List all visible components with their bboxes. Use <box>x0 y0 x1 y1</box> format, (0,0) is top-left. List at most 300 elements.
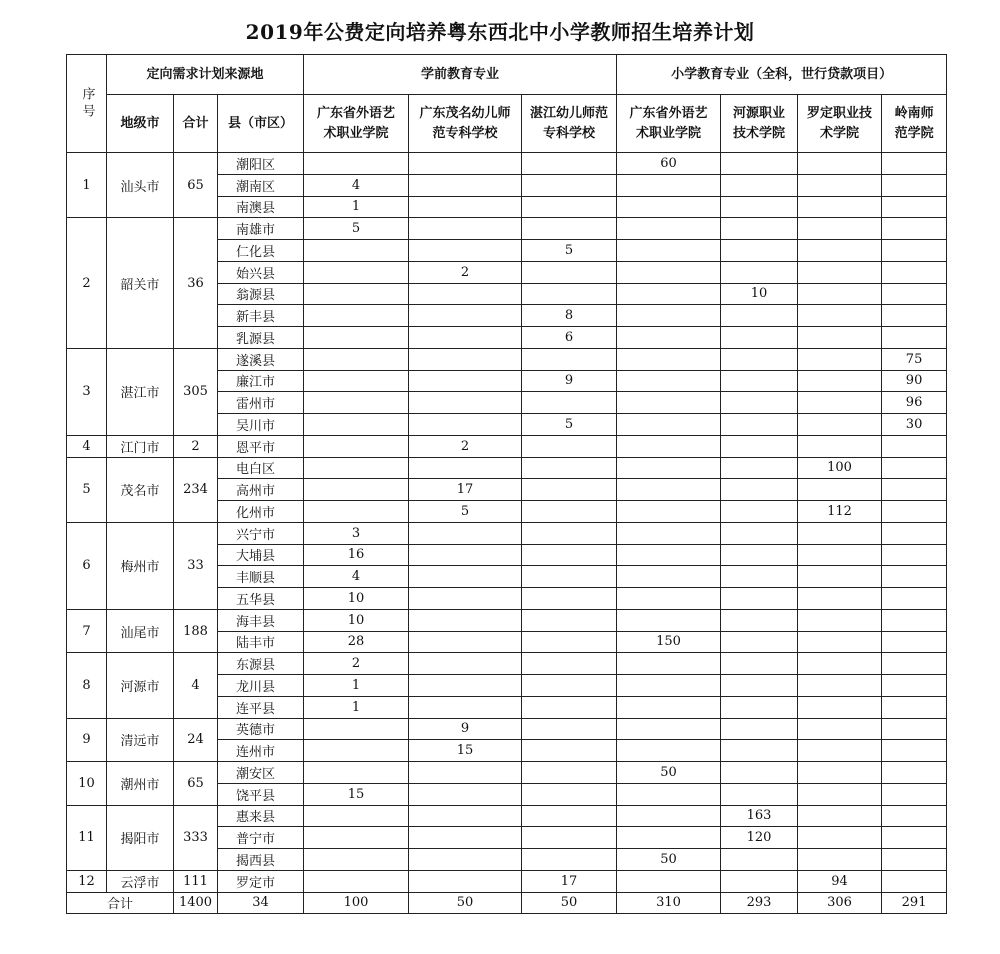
city-total-cell: 4 <box>174 653 218 718</box>
table-row <box>67 653 947 675</box>
value-cell <box>409 283 522 305</box>
value-cell <box>617 805 721 827</box>
county-cell: 丰顺县 <box>218 566 304 588</box>
value-cell <box>409 827 522 849</box>
value-cell <box>409 783 522 805</box>
city-total-cell: 65 <box>174 762 218 806</box>
value-cell <box>522 457 617 479</box>
value-cell <box>882 696 947 718</box>
table-row <box>67 153 947 175</box>
county-cell: 潮安区 <box>218 762 304 784</box>
table-row <box>67 762 947 784</box>
value-cell <box>304 414 409 436</box>
value-cell <box>409 153 522 175</box>
value-cell <box>304 827 409 849</box>
value-cell <box>409 414 522 436</box>
value-cell <box>882 675 947 697</box>
county-cell: 南澳县 <box>218 196 304 218</box>
value-cell <box>721 501 798 523</box>
value-cell <box>798 849 882 871</box>
value-cell <box>617 196 721 218</box>
value-cell: 50 <box>617 762 721 784</box>
city-total-cell: 36 <box>174 218 218 349</box>
enrollment-plan-table <box>66 54 947 914</box>
source-header: 定向需求计划来源地 <box>107 55 304 95</box>
value-cell <box>617 457 721 479</box>
city-cell: 韶关市 <box>107 218 174 349</box>
value-cell <box>798 544 882 566</box>
value-cell <box>617 240 721 262</box>
value-cell <box>798 414 882 436</box>
value-cell <box>882 609 947 631</box>
county-cell: 潮南区 <box>218 174 304 196</box>
value-cell <box>798 392 882 414</box>
value-cell <box>798 283 882 305</box>
value-cell <box>617 392 721 414</box>
city-header: 地级市 <box>107 95 174 153</box>
county-cell: 大埔县 <box>218 544 304 566</box>
county-cell: 饶平县 <box>218 783 304 805</box>
value-cell <box>721 348 798 370</box>
value-cell <box>409 305 522 327</box>
value-cell <box>522 696 617 718</box>
value-cell <box>617 544 721 566</box>
value-cell <box>304 762 409 784</box>
value-cell <box>721 762 798 784</box>
table-row <box>67 870 947 892</box>
value-cell: 150 <box>617 631 721 653</box>
value-cell <box>522 544 617 566</box>
county-cell: 连平县 <box>218 696 304 718</box>
value-cell <box>798 261 882 283</box>
value-cell <box>882 631 947 653</box>
value-cell: 15 <box>409 740 522 762</box>
value-cell <box>409 566 522 588</box>
totals-row <box>67 892 947 913</box>
county-cell: 仁化县 <box>218 240 304 262</box>
value-cell <box>304 153 409 175</box>
city-cell: 云浮市 <box>107 870 174 892</box>
city-cell: 汕尾市 <box>107 609 174 653</box>
value-cell <box>304 370 409 392</box>
value-cell <box>409 631 522 653</box>
value-cell <box>522 501 617 523</box>
county-cell: 连州市 <box>218 740 304 762</box>
value-cell <box>409 675 522 697</box>
table-row <box>67 457 947 479</box>
value-cell <box>409 196 522 218</box>
value-cell <box>409 653 522 675</box>
value-cell <box>882 240 947 262</box>
value-cell: 17 <box>409 479 522 501</box>
value-cell <box>882 327 947 349</box>
value-cell <box>522 566 617 588</box>
value-cell <box>882 805 947 827</box>
value-cell <box>409 240 522 262</box>
value-cell: 10 <box>304 609 409 631</box>
value-cell <box>882 501 947 523</box>
value-cell <box>409 218 522 240</box>
value-cell <box>409 327 522 349</box>
value-cell: 4 <box>304 174 409 196</box>
value-cell <box>409 849 522 871</box>
value-cell <box>409 174 522 196</box>
value-cell <box>721 218 798 240</box>
value-cell <box>798 348 882 370</box>
value-cell <box>617 740 721 762</box>
seq-cell: 6 <box>67 522 107 609</box>
value-cell <box>882 870 947 892</box>
county-cell: 雷州市 <box>218 392 304 414</box>
value-cell <box>617 783 721 805</box>
value-cell <box>721 740 798 762</box>
seq-cell: 9 <box>67 718 107 762</box>
value-cell <box>798 153 882 175</box>
value-cell <box>522 653 617 675</box>
county-cell: 廉江市 <box>218 370 304 392</box>
value-cell <box>721 849 798 871</box>
value-cell: 1 <box>304 196 409 218</box>
value-cell <box>882 196 947 218</box>
totals-cell: 306 <box>798 892 882 913</box>
table-footer <box>67 892 947 913</box>
city-total-cell: 2 <box>174 435 218 457</box>
city-cell: 梅州市 <box>107 522 174 609</box>
value-cell: 10 <box>304 588 409 610</box>
value-cell <box>882 457 947 479</box>
value-cell <box>798 240 882 262</box>
value-cell <box>798 718 882 740</box>
value-cell <box>882 174 947 196</box>
school-header: 广东省外语艺术职业学院 <box>617 95 721 153</box>
value-cell <box>304 849 409 871</box>
value-cell <box>721 566 798 588</box>
value-cell <box>798 783 882 805</box>
totals-cell: 291 <box>882 892 947 913</box>
value-cell <box>304 870 409 892</box>
value-cell: 1 <box>304 696 409 718</box>
value-cell <box>721 783 798 805</box>
value-cell <box>304 457 409 479</box>
value-cell <box>617 566 721 588</box>
value-cell <box>409 696 522 718</box>
value-cell <box>522 827 617 849</box>
value-cell <box>617 218 721 240</box>
value-cell <box>882 305 947 327</box>
school-header: 河源职业技术学院 <box>721 95 798 153</box>
value-cell: 1 <box>304 675 409 697</box>
county-cell: 兴宁市 <box>218 522 304 544</box>
county-cell: 英德市 <box>218 718 304 740</box>
value-cell <box>617 327 721 349</box>
value-cell <box>617 522 721 544</box>
table-row <box>67 522 947 544</box>
value-cell <box>409 870 522 892</box>
value-cell <box>304 240 409 262</box>
city-total-cell: 333 <box>174 805 218 870</box>
county-cell: 潮阳区 <box>218 153 304 175</box>
value-cell <box>798 696 882 718</box>
seq-cell: 4 <box>67 435 107 457</box>
value-cell <box>409 544 522 566</box>
county-cell: 高州市 <box>218 479 304 501</box>
school-header: 湛江幼儿师范专科学校 <box>522 95 617 153</box>
value-cell <box>721 675 798 697</box>
school-header: 岭南师范学院 <box>882 95 947 153</box>
county-cell: 吴川市 <box>218 414 304 436</box>
value-cell: 17 <box>522 870 617 892</box>
city-cell: 江门市 <box>107 435 174 457</box>
value-cell <box>522 479 617 501</box>
value-cell <box>882 522 947 544</box>
value-cell: 90 <box>882 370 947 392</box>
value-cell <box>304 261 409 283</box>
value-cell <box>304 327 409 349</box>
value-cell: 15 <box>304 783 409 805</box>
table-row <box>67 718 947 740</box>
value-cell <box>522 348 617 370</box>
value-cell <box>798 370 882 392</box>
county-cell: 新丰县 <box>218 305 304 327</box>
value-cell <box>522 588 617 610</box>
value-cell <box>522 849 617 871</box>
value-cell <box>304 718 409 740</box>
value-cell <box>882 283 947 305</box>
value-cell <box>522 718 617 740</box>
county-cell: 罗定市 <box>218 870 304 892</box>
value-cell <box>882 479 947 501</box>
value-cell: 163 <box>721 805 798 827</box>
value-cell: 96 <box>882 392 947 414</box>
value-cell <box>721 588 798 610</box>
city-cell: 潮州市 <box>107 762 174 806</box>
school-header: 广东茂名幼儿师范专科学校 <box>409 95 522 153</box>
seq-cell: 3 <box>67 348 107 435</box>
value-cell: 4 <box>304 566 409 588</box>
value-cell <box>882 849 947 871</box>
county-cell: 揭西县 <box>218 849 304 871</box>
value-cell <box>721 327 798 349</box>
value-cell <box>304 283 409 305</box>
value-cell <box>617 696 721 718</box>
value-cell <box>617 479 721 501</box>
value-cell <box>882 588 947 610</box>
value-cell <box>522 261 617 283</box>
value-cell: 75 <box>882 348 947 370</box>
page-title: 2019年公费定向培养粤东西北中小学教师招生培养计划 <box>245 20 755 44</box>
value-cell <box>721 479 798 501</box>
county-cell: 遂溪县 <box>218 348 304 370</box>
value-cell <box>721 392 798 414</box>
value-cell <box>617 675 721 697</box>
city-total-cell: 33 <box>174 522 218 609</box>
value-cell: 5 <box>409 501 522 523</box>
value-cell <box>617 827 721 849</box>
county-cell: 陆丰市 <box>218 631 304 653</box>
value-cell <box>304 479 409 501</box>
table-row <box>67 435 947 457</box>
totals-cell: 100 <box>304 892 409 913</box>
value-cell <box>617 870 721 892</box>
value-cell: 50 <box>617 849 721 871</box>
seq-cell: 10 <box>67 762 107 806</box>
value-cell <box>721 653 798 675</box>
seq-cell: 1 <box>67 153 107 218</box>
value-cell <box>798 196 882 218</box>
table-body <box>67 153 947 893</box>
county-cell: 南雄市 <box>218 218 304 240</box>
value-cell <box>522 675 617 697</box>
value-cell <box>721 609 798 631</box>
value-cell: 112 <box>798 501 882 523</box>
value-cell <box>798 588 882 610</box>
value-cell <box>522 631 617 653</box>
value-cell: 120 <box>721 827 798 849</box>
value-cell <box>522 196 617 218</box>
value-cell: 8 <box>522 305 617 327</box>
value-cell <box>617 588 721 610</box>
preschool-header: 学前教育专业 <box>304 55 617 95</box>
table-header <box>67 55 947 153</box>
totals-counties: 34 <box>218 892 304 913</box>
city-total-cell: 234 <box>174 457 218 522</box>
county-cell: 乳源县 <box>218 327 304 349</box>
value-cell <box>721 261 798 283</box>
value-cell <box>617 174 721 196</box>
totals-sum: 1400 <box>174 892 218 913</box>
value-cell <box>798 305 882 327</box>
city-total-cell: 24 <box>174 718 218 762</box>
value-cell <box>798 218 882 240</box>
value-cell <box>617 718 721 740</box>
table-row <box>67 805 947 827</box>
value-cell <box>721 153 798 175</box>
value-cell <box>721 718 798 740</box>
city-cell: 茂名市 <box>107 457 174 522</box>
county-cell: 普宁市 <box>218 827 304 849</box>
county-cell: 海丰县 <box>218 609 304 631</box>
value-cell <box>721 435 798 457</box>
value-cell: 9 <box>409 718 522 740</box>
value-cell: 5 <box>522 414 617 436</box>
value-cell <box>409 392 522 414</box>
value-cell <box>798 675 882 697</box>
value-cell <box>882 218 947 240</box>
county-cell: 化州市 <box>218 501 304 523</box>
value-cell: 30 <box>882 414 947 436</box>
value-cell <box>409 348 522 370</box>
value-cell <box>617 435 721 457</box>
value-cell: 28 <box>304 631 409 653</box>
value-cell <box>522 762 617 784</box>
city-cell: 揭阳市 <box>107 805 174 870</box>
value-cell <box>304 501 409 523</box>
value-cell <box>721 370 798 392</box>
city-cell: 湛江市 <box>107 348 174 435</box>
value-cell: 6 <box>522 327 617 349</box>
totals-cell: 50 <box>522 892 617 913</box>
value-cell <box>882 827 947 849</box>
value-cell <box>617 414 721 436</box>
seq-cell: 7 <box>67 609 107 653</box>
value-cell <box>721 696 798 718</box>
value-cell: 16 <box>304 544 409 566</box>
value-cell <box>522 435 617 457</box>
value-cell <box>721 305 798 327</box>
value-cell: 2 <box>304 653 409 675</box>
value-cell <box>617 283 721 305</box>
county-cell: 惠来县 <box>218 805 304 827</box>
value-cell <box>304 392 409 414</box>
value-cell <box>721 240 798 262</box>
school-header: 罗定职业技术学院 <box>798 95 882 153</box>
value-cell <box>409 588 522 610</box>
primary-header: 小学教育专业（全科，世行贷款项目） <box>617 55 947 95</box>
value-cell <box>798 609 882 631</box>
value-cell: 5 <box>522 240 617 262</box>
value-cell <box>304 305 409 327</box>
value-cell: 5 <box>304 218 409 240</box>
value-cell <box>882 783 947 805</box>
seq-cell: 12 <box>67 870 107 892</box>
value-cell: 10 <box>721 283 798 305</box>
county-cell: 始兴县 <box>218 261 304 283</box>
value-cell <box>882 718 947 740</box>
county-cell: 恩平市 <box>218 435 304 457</box>
value-cell <box>522 805 617 827</box>
value-cell <box>721 414 798 436</box>
value-cell <box>721 174 798 196</box>
value-cell <box>882 653 947 675</box>
county-cell: 翁源县 <box>218 283 304 305</box>
value-cell <box>304 740 409 762</box>
value-cell <box>798 805 882 827</box>
value-cell: 100 <box>798 457 882 479</box>
value-cell: 60 <box>617 153 721 175</box>
value-cell <box>882 740 947 762</box>
value-cell <box>409 609 522 631</box>
value-cell <box>617 501 721 523</box>
value-cell <box>304 435 409 457</box>
total-header: 合计 <box>174 95 218 153</box>
value-cell <box>721 544 798 566</box>
value-cell <box>522 392 617 414</box>
table-row <box>67 348 947 370</box>
value-cell <box>882 566 947 588</box>
city-cell: 河源市 <box>107 653 174 718</box>
value-cell <box>721 196 798 218</box>
value-cell <box>617 609 721 631</box>
table-row <box>67 218 947 240</box>
city-total-cell: 188 <box>174 609 218 653</box>
value-cell <box>522 174 617 196</box>
city-cell: 汕头市 <box>107 153 174 218</box>
value-cell <box>721 457 798 479</box>
value-cell <box>304 348 409 370</box>
county-header: 县（市区） <box>218 95 304 153</box>
totals-cell: 50 <box>409 892 522 913</box>
totals-label: 合计 <box>67 892 174 913</box>
value-cell <box>617 653 721 675</box>
city-cell: 清远市 <box>107 718 174 762</box>
value-cell: 94 <box>798 870 882 892</box>
value-cell <box>522 283 617 305</box>
value-cell <box>617 261 721 283</box>
value-cell <box>522 153 617 175</box>
value-cell <box>798 327 882 349</box>
county-cell: 东源县 <box>218 653 304 675</box>
totals-cell: 310 <box>617 892 721 913</box>
